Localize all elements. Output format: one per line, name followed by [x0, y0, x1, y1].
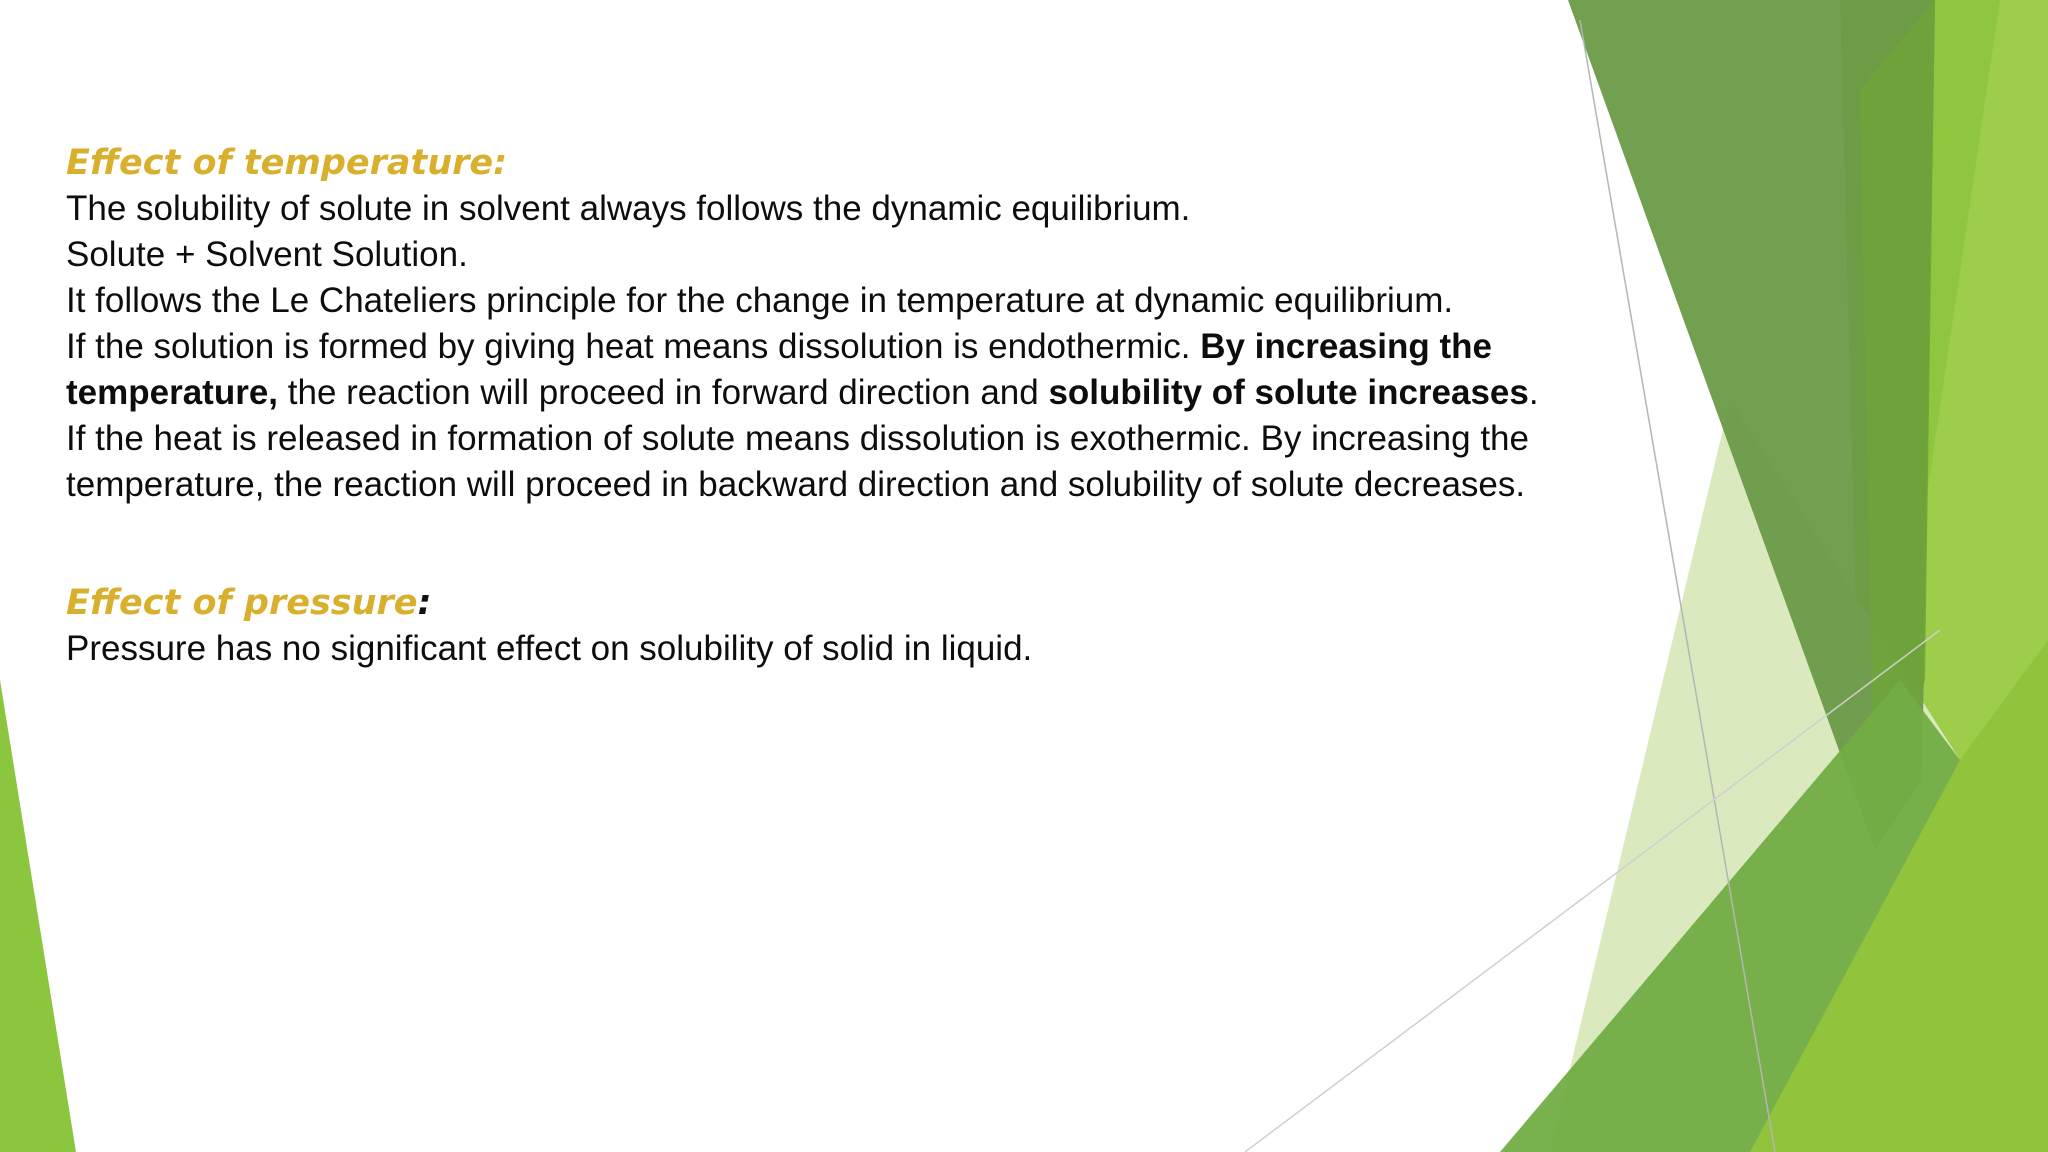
text-line: Pressure has no significant effect on solubility of solid in liquid. — [66, 629, 1033, 668]
text-line: Solute + Solvent Solution. — [66, 235, 468, 274]
paragraph-endothermic — [66, 324, 1706, 416]
heading-temperature-text: Effect of temperature: — [66, 143, 508, 183]
heading-pressure-colon: : — [417, 583, 432, 623]
bold-text-run: By increasing the temperature, — [66, 327, 1492, 412]
text-line: The solubility of solute in solvent always follows the dynamic equilibrium. — [66, 189, 1191, 228]
left-green-sliver — [0, 680, 76, 1152]
bold-text-run: solubility of solute increases — [1048, 373, 1529, 412]
text-run: the reaction will proceed in forward direction and — [278, 373, 1049, 412]
text-run: . — [1528, 373, 1539, 412]
heading-effect-of-temperature — [66, 140, 1706, 186]
heading-effect-of-pressure — [66, 580, 1706, 626]
paragraph-exothermic: If the heat is released in formation of solute means dissolution is exothermic. By increasing the temperature, the reaction will proceed in backward direction and solubility of solute decreases. — [66, 419, 1529, 504]
text-run: If the solution is formed by giving heat means dissolution is endothermic. — [66, 327, 1201, 366]
text-line: It follows the Le Chateliers principle for the change in temperature at dynamic equilibrium. — [66, 281, 1454, 320]
slide-content — [66, 140, 1706, 672]
spacer — [66, 508, 1706, 580]
heading-pressure-text: Effect of pressure — [66, 583, 418, 623]
